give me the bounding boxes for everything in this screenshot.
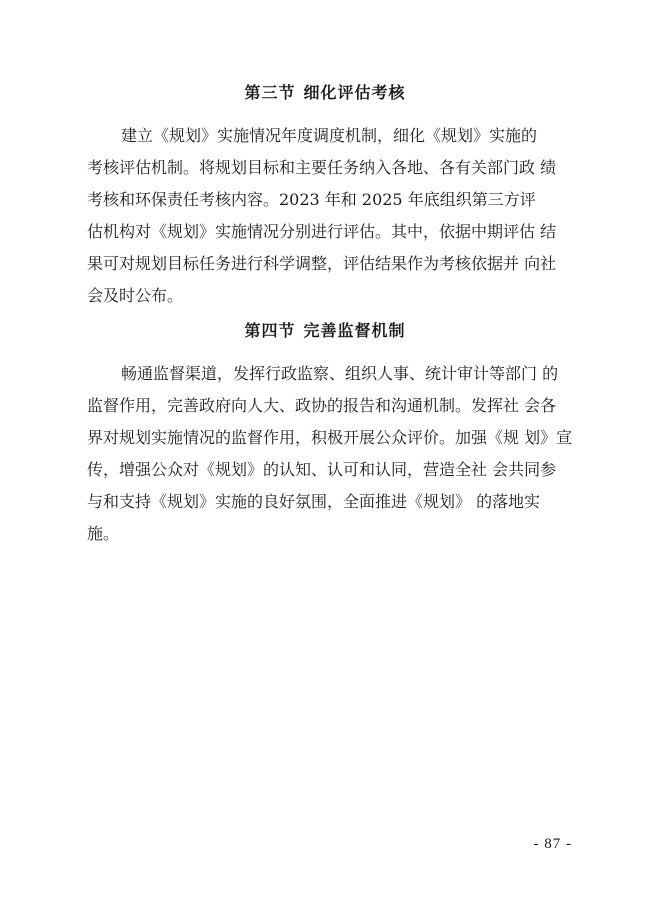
section-number: 第三节	[244, 83, 296, 102]
section-title-text: 细化评估考核	[303, 83, 406, 102]
section-heading-3	[0, 80, 650, 103]
paragraph-line: 界对规划实施情况的监督作用，积极开展公众评价。加强《规 划》宣	[87, 428, 573, 447]
paragraph-line: 考核和环保责任考核内容。2023 年和 2025 年底组织第三方评	[87, 190, 536, 209]
paragraph-line: 考核评估机制。将规划目标和主要任务纳入各地、各有关部门政 绩	[87, 158, 557, 177]
paragraph-line: 果可对规划目标任务进行科学调整，评估结果作为考核依据并 向社	[87, 254, 557, 273]
paragraph-line: 监督作用，完善政府向人大、政协的报告和沟通机制。发挥社 会各	[87, 396, 557, 415]
page-number: - 87 -	[533, 836, 572, 852]
paragraph-line: 会及时公布。	[87, 286, 184, 305]
section-heading-4	[0, 318, 650, 341]
paragraph-line: 传，增强公众对《规划》的认知、认可和认同，营造全社 会共同参	[87, 460, 557, 479]
section-3-paragraph	[87, 120, 581, 312]
paragraph-line: 与和支持《规划》实施的良好氛围，全面推进《规划》 的落地实	[87, 492, 541, 511]
paragraph-line: 估机构对《规划》实施情况分别进行评估。其中，依据中期评估 结	[87, 222, 557, 241]
paragraph-line: 施。	[87, 524, 120, 543]
section-4-paragraph	[87, 358, 581, 550]
paragraph-line: 畅通监督渠道，发挥行政监察、组织人事、统计审计等部门 的	[121, 364, 559, 383]
paragraph-line: 建立《规划》实施情况年度调度机制，细化《规划》实施的	[121, 126, 538, 145]
section-title-text: 完善监督机制	[303, 321, 406, 340]
section-number: 第四节	[244, 321, 296, 340]
